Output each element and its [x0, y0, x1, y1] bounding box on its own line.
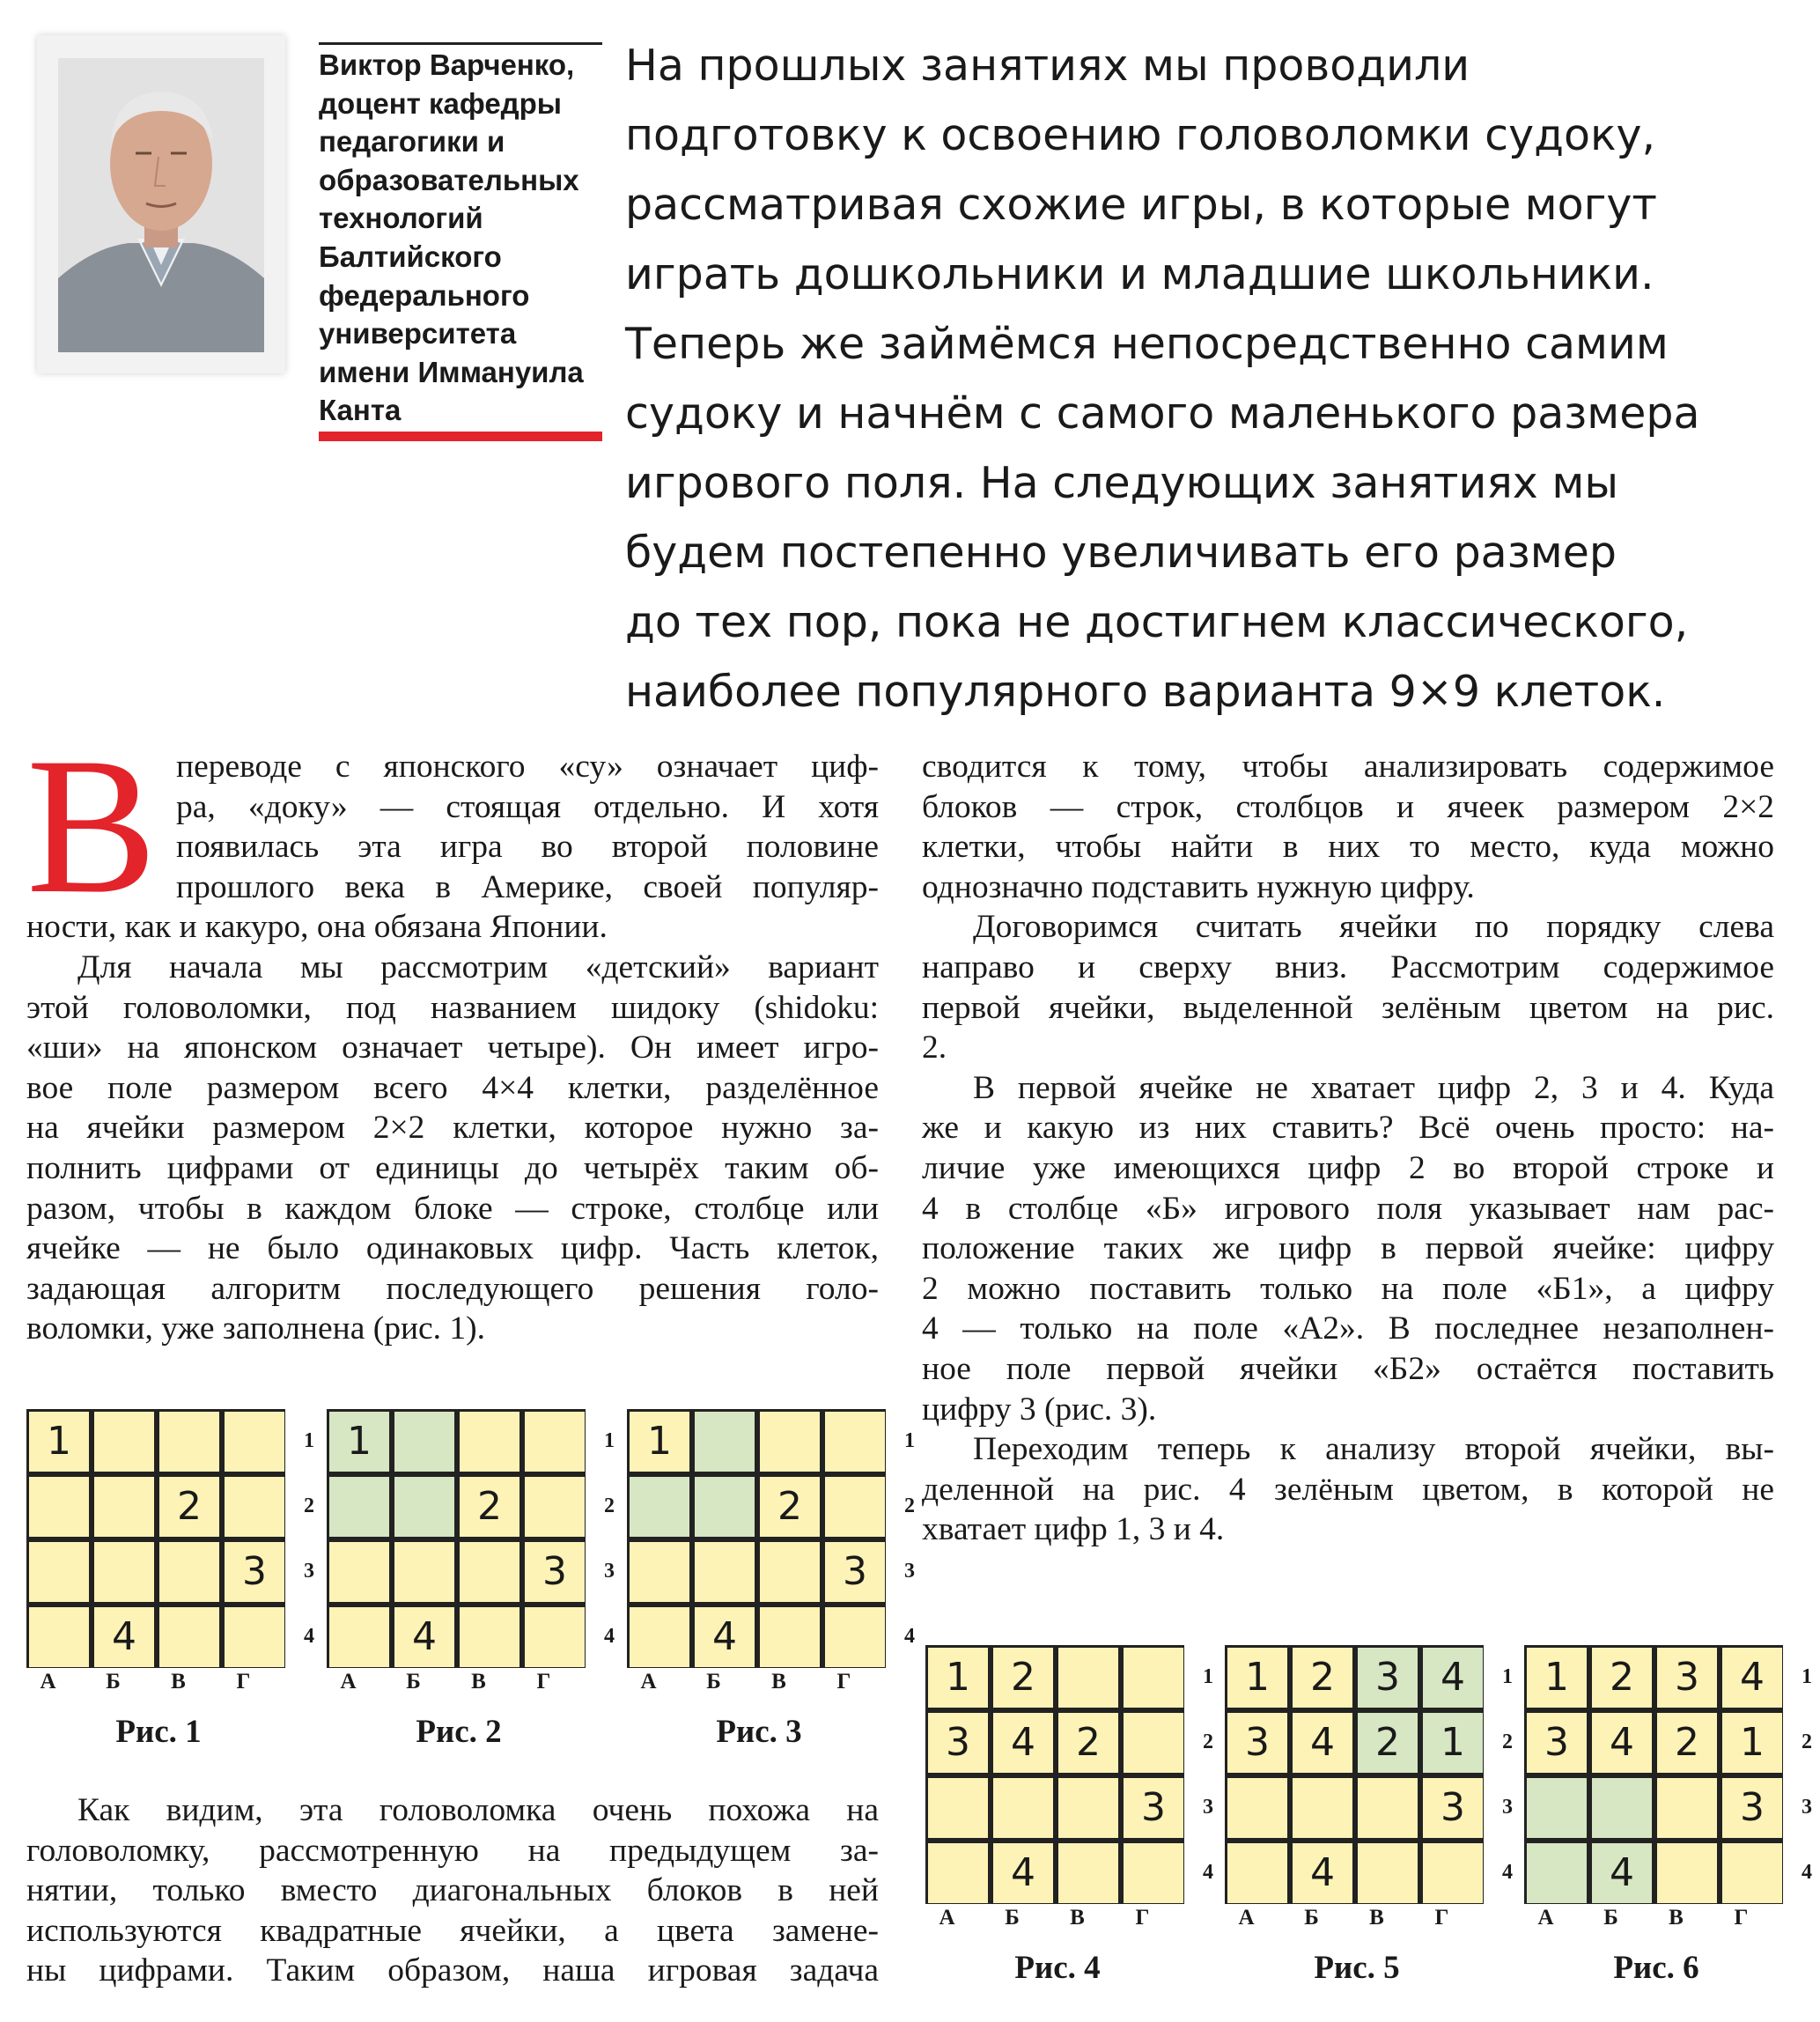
- author-byline-line: Балтийского: [319, 240, 502, 273]
- body-line: ны цифрами. Таким образом, наша игровая задача: [26, 1952, 879, 1989]
- body-line: первой ячейки, выделенной зелёным цветом на рис.: [922, 989, 1774, 1026]
- lead-line: подготовку к освоению головоломки судоку,: [625, 110, 1656, 160]
- sudoku-cell: [760, 1412, 820, 1472]
- sudoku-cell: 4: [1592, 1713, 1652, 1773]
- sudoku-cell: 3: [1124, 1778, 1183, 1838]
- sudoku-grid: [327, 1409, 586, 1668]
- body-line: задающая алгоритм последующего решения голо-: [26, 1270, 879, 1307]
- body-line: личие уже имеющихся цифр 2 во второй строке и: [922, 1149, 1774, 1186]
- row-label: 4: [304, 1625, 314, 1648]
- lead-line: до тех пор, пока не достигнем классического,: [625, 597, 1689, 647]
- column-label: А: [340, 1670, 357, 1694]
- author-byline-line: университета: [319, 317, 517, 351]
- row-label: 2: [1203, 1731, 1213, 1753]
- sudoku-cell: 3: [928, 1713, 988, 1773]
- sudoku-cell: [1058, 1843, 1118, 1903]
- sudoku-cell: 2: [1058, 1713, 1118, 1773]
- row-label: 4: [1802, 1861, 1812, 1884]
- sudoku-cell: [29, 1477, 89, 1537]
- sudoku-cell: 3: [1358, 1648, 1418, 1708]
- sudoku-cell: [1124, 1648, 1183, 1708]
- body-line: полнить цифрами от единицы до четырёх таким об-: [26, 1149, 879, 1186]
- author-byline-line: доцент кафедры: [319, 86, 562, 120]
- sudoku-cell: [760, 1542, 820, 1602]
- sudoku-cell: [928, 1843, 988, 1903]
- row-label: 3: [1802, 1796, 1812, 1819]
- body-line: Договоримся считать ячейки по порядку слева: [973, 909, 1774, 946]
- sudoku-cell: [460, 1542, 519, 1602]
- body-column-left: [26, 747, 879, 1349]
- sudoku-cell: 3: [525, 1542, 585, 1602]
- sudoku-cell: 4: [1293, 1843, 1352, 1903]
- sudoku-cell: [825, 1477, 885, 1537]
- body-line: же и какую из них ставить? Всё очень просто: на-: [922, 1110, 1774, 1147]
- sudoku-cell: [825, 1607, 885, 1667]
- sudoku-cell: [394, 1412, 454, 1472]
- lead-line: наиболее популярного варианта 9×9 клеток.: [625, 667, 1666, 717]
- sudoku-cell: [329, 1477, 389, 1537]
- figure-caption: Рис. 3: [716, 1714, 802, 1750]
- figure-caption: Рис. 6: [1613, 1950, 1699, 1986]
- author-byline-line: имени Иммануила: [319, 355, 584, 388]
- sudoku-cell: [225, 1412, 284, 1472]
- sudoku-cell: [525, 1412, 585, 1472]
- figure-caption: Рис. 2: [416, 1714, 502, 1750]
- sudoku-cell: 4: [1592, 1843, 1652, 1903]
- sudoku-cell: [1358, 1843, 1418, 1903]
- sudoku-cell: [1722, 1843, 1782, 1903]
- sudoku-cell: 2: [460, 1477, 519, 1537]
- row-label: 2: [904, 1494, 915, 1517]
- sudoku-cell: [394, 1542, 454, 1602]
- row-label: 1: [304, 1429, 314, 1452]
- body-line: воломки, уже заполнена (рис. 1).: [26, 1310, 486, 1347]
- sudoku-cell: [525, 1477, 585, 1537]
- author-byline-line: Канта: [319, 394, 402, 427]
- row-label: 2: [1502, 1731, 1513, 1753]
- sudoku-cell: 2: [1592, 1648, 1652, 1708]
- row-label: 1: [604, 1429, 615, 1452]
- row-label: 4: [1203, 1861, 1213, 1884]
- column-label: Б: [1304, 1906, 1319, 1930]
- body-line: ности, как и какуро, она обязана Японии.: [26, 909, 608, 946]
- sudoku-cell: [1227, 1843, 1287, 1903]
- column-label: Г: [836, 1670, 851, 1694]
- sudoku-cell: [1058, 1648, 1118, 1708]
- sudoku-cell: 1: [329, 1412, 389, 1472]
- body-line: сводится к тому, чтобы анализировать содержимое: [922, 749, 1774, 785]
- sudoku-cell: 3: [1657, 1648, 1717, 1708]
- row-label: 3: [904, 1560, 915, 1583]
- body-line: Переходим теперь к анализу второй ячейки, вы-: [973, 1431, 1774, 1468]
- author-photo: [58, 58, 264, 352]
- body-line: ячейке — не было одинаковых цифр. Часть клеток,: [26, 1230, 879, 1267]
- sudoku-cell: [1293, 1778, 1352, 1838]
- sudoku-cell: 3: [1227, 1713, 1287, 1773]
- body-column-left-bottom: [26, 1790, 879, 1991]
- sudoku-cell: [1124, 1713, 1183, 1773]
- column-label: Б: [106, 1670, 121, 1694]
- author-top-rule: [319, 42, 602, 45]
- column-label: Г: [536, 1670, 551, 1694]
- body-column-right: [922, 747, 1774, 1550]
- sudoku-cell: [394, 1477, 454, 1537]
- sudoku-cell: 2: [1657, 1713, 1717, 1773]
- sudoku-cell: [1592, 1778, 1652, 1838]
- sudoku-cell: 4: [1293, 1713, 1352, 1773]
- author-byline-line: образовательных: [319, 163, 579, 196]
- sudoku-cell: [159, 1542, 219, 1602]
- sudoku-cell: [993, 1778, 1053, 1838]
- body-line: этой головоломки, под названием шидоку (shidoku:: [26, 989, 879, 1026]
- body-line: на ячейки размером 2×2 клетки, которое нужно за-: [26, 1110, 879, 1147]
- sudoku-cell: [630, 1607, 689, 1667]
- sudoku-cell: [1358, 1778, 1418, 1838]
- row-label: 1: [904, 1429, 915, 1452]
- sudoku-cell: [630, 1542, 689, 1602]
- row-label: 3: [1203, 1796, 1213, 1819]
- column-label: В: [471, 1670, 486, 1694]
- sudoku-cell: 4: [993, 1843, 1053, 1903]
- body-line: блоков — строк, столбцов и ячеек размером 2×2: [922, 788, 1774, 825]
- body-line: 2.: [922, 1029, 947, 1066]
- body-line: хватает цифр 1, 3 и 4.: [922, 1511, 1225, 1548]
- row-label: 4: [904, 1625, 915, 1648]
- row-label: 1: [1802, 1665, 1812, 1688]
- sudoku-cell: [1657, 1778, 1717, 1838]
- row-label: 2: [304, 1494, 314, 1517]
- sudoku-cell: [225, 1477, 284, 1537]
- body-line: появилась эта игра во второй половине: [176, 829, 879, 866]
- sudoku-cell: [94, 1412, 154, 1472]
- body-line: разом, чтобы в каждом блоке — строке, столбце или: [26, 1190, 879, 1227]
- sudoku-cell: 2: [993, 1648, 1053, 1708]
- sudoku-cell: [1124, 1843, 1183, 1903]
- column-label: Г: [236, 1670, 251, 1694]
- column-label: Г: [1135, 1906, 1150, 1930]
- sudoku-cell: [825, 1412, 885, 1472]
- sudoku-cell: 4: [94, 1607, 154, 1667]
- column-label: В: [1070, 1906, 1085, 1930]
- author-byline: [319, 46, 609, 430]
- row-label: 3: [1502, 1796, 1513, 1819]
- lead-line: игрового поля. На следующих занятиях мы: [625, 458, 1619, 508]
- sudoku-cell: [630, 1477, 689, 1537]
- column-label: А: [939, 1906, 955, 1930]
- sudoku-cell: [329, 1607, 389, 1667]
- author-bottom-rule: [319, 432, 602, 441]
- lead-line: Теперь же займёмся непосредственно самим: [625, 319, 1669, 369]
- sudoku-grid: [1524, 1645, 1783, 1904]
- sudoku-cell: [29, 1607, 89, 1667]
- sudoku-cell: [1058, 1778, 1118, 1838]
- author-byline-line: Виктор Варченко,: [319, 48, 575, 81]
- sudoku-cell: 4: [695, 1607, 755, 1667]
- sudoku-cell: 4: [1423, 1648, 1483, 1708]
- lead-line: играть дошкольники и младшие школьники.: [625, 249, 1654, 299]
- sudoku-cell: 1: [1227, 1648, 1287, 1708]
- row-label: 2: [1802, 1731, 1812, 1753]
- sudoku-cell: 1: [1527, 1648, 1587, 1708]
- sudoku-cell: 1: [1722, 1713, 1782, 1773]
- sudoku-grid: [627, 1409, 886, 1668]
- body-line: вое поле размером всего 4×4 клетки, разделённое: [26, 1069, 879, 1106]
- body-line: нятии, только вместо диагональных блоков в ней: [26, 1872, 879, 1909]
- sudoku-cell: [94, 1477, 154, 1537]
- body-line: Для начала мы рассмотрим «детский» вариант: [77, 948, 879, 985]
- body-line: 2 можно поставить только на поле «Б1», а цифру: [922, 1270, 1774, 1307]
- sudoku-cell: [695, 1477, 755, 1537]
- figure-caption: Рис. 4: [1014, 1950, 1101, 1986]
- body-line: прошлого века в Америке, своей популяр-: [176, 868, 879, 905]
- sudoku-cell: [1227, 1778, 1287, 1838]
- sudoku-grid: [26, 1409, 285, 1668]
- lead-line: рассматривая схожие игры, в которые могут: [625, 180, 1657, 230]
- row-label: 1: [1203, 1665, 1213, 1688]
- body-line: ра, «доку» — стоящая отдельно. И хотя: [176, 788, 879, 825]
- sudoku-cell: 3: [225, 1542, 284, 1602]
- lead-line: судоку и начнём с самого маленького размера: [625, 388, 1700, 439]
- author-portrait-image: [58, 58, 264, 352]
- row-label: 3: [304, 1560, 314, 1583]
- body-line: однозначно подставить нужную цифру.: [922, 868, 1475, 905]
- body-line: положение таких же цифр в первой ячейке: цифру: [922, 1230, 1774, 1267]
- column-label: А: [1537, 1906, 1554, 1930]
- column-label: А: [640, 1670, 657, 1694]
- sudoku-cell: [460, 1412, 519, 1472]
- sudoku-grid: [1225, 1645, 1484, 1904]
- body-line: 4 в столбце «Б» игрового поля указывает нам рас-: [922, 1190, 1774, 1227]
- body-line: головоломку, рассмотренную на предыдущем за-: [26, 1832, 879, 1869]
- body-line: направо и сверху вниз. Рассмотрим содержимое: [922, 948, 1774, 985]
- column-label: Б: [1005, 1906, 1020, 1930]
- body-line: 4 — только на поле «А2». В последнее незаполнен-: [922, 1310, 1774, 1347]
- column-label: Б: [706, 1670, 721, 1694]
- body-line: клетки, чтобы найти в них то место, куда можно: [922, 829, 1774, 866]
- sudoku-cell: [760, 1607, 820, 1667]
- sudoku-cell: [460, 1607, 519, 1667]
- column-label: В: [1369, 1906, 1384, 1930]
- sudoku-cell: [159, 1412, 219, 1472]
- body-line: ное поле первой ячейки «Б2» остаётся поставить: [922, 1350, 1774, 1387]
- body-line: «ши» на японском означает четыре). Он имеет игро-: [26, 1029, 879, 1066]
- sudoku-cell: 2: [1358, 1713, 1418, 1773]
- row-label: 2: [604, 1494, 615, 1517]
- sudoku-cell: [695, 1542, 755, 1602]
- row-label: 3: [604, 1560, 615, 1583]
- figure-caption: Рис. 5: [1314, 1950, 1400, 1986]
- sudoku-cell: 3: [825, 1542, 885, 1602]
- lead-line: На прошлых занятиях мы проводили: [625, 41, 1470, 91]
- body-line: цифру 3 (рис. 3).: [922, 1391, 1157, 1428]
- sudoku-cell: 1: [1423, 1713, 1483, 1773]
- column-label: Г: [1734, 1906, 1749, 1930]
- body-line: В первой ячейке не хватает цифр 2, 3 и 4. Куда: [973, 1069, 1774, 1106]
- sudoku-cell: 3: [1527, 1713, 1587, 1773]
- body-line: Как видим, эта головоломка очень похожа на: [77, 1792, 879, 1828]
- lead-paragraph: [625, 31, 1796, 727]
- column-label: А: [40, 1670, 56, 1694]
- body-line: деленной на рис. 4 зелёным цветом, в которой не: [922, 1471, 1774, 1508]
- author-byline-line: федерального: [319, 278, 530, 312]
- column-label: А: [1238, 1906, 1255, 1930]
- author-byline-line: технологий: [319, 202, 483, 235]
- figure-caption: Рис. 1: [115, 1714, 202, 1750]
- sudoku-cell: 1: [630, 1412, 689, 1472]
- sudoku-cell: 1: [928, 1648, 988, 1708]
- lead-line: будем постепенно увеличивать его размер: [625, 528, 1617, 578]
- sudoku-cell: 2: [760, 1477, 820, 1537]
- sudoku-cell: 2: [1293, 1648, 1352, 1708]
- sudoku-cell: [225, 1607, 284, 1667]
- sudoku-cell: 4: [993, 1713, 1053, 1773]
- body-line: используются квадратные ячейки, а цвета замене-: [26, 1912, 879, 1949]
- row-label: 4: [1502, 1861, 1513, 1884]
- sudoku-cell: [94, 1542, 154, 1602]
- sudoku-grid: [925, 1645, 1184, 1904]
- column-label: В: [771, 1670, 786, 1694]
- column-label: Б: [406, 1670, 421, 1694]
- sudoku-cell: 1: [29, 1412, 89, 1472]
- sudoku-cell: 4: [1722, 1648, 1782, 1708]
- sudoku-cell: [525, 1607, 585, 1667]
- body-line: переводе с японского «су» означает циф-: [176, 749, 879, 785]
- sudoku-cell: [1527, 1778, 1587, 1838]
- sudoku-cell: 3: [1423, 1778, 1483, 1838]
- column-label: Г: [1434, 1906, 1449, 1930]
- column-label: В: [1669, 1906, 1684, 1930]
- sudoku-cell: 4: [394, 1607, 454, 1667]
- row-label: 1: [1502, 1665, 1513, 1688]
- sudoku-cell: [329, 1542, 389, 1602]
- sudoku-cell: [695, 1412, 755, 1472]
- sudoku-cell: [1527, 1843, 1587, 1903]
- column-label: Б: [1603, 1906, 1618, 1930]
- sudoku-cell: 3: [1722, 1778, 1782, 1838]
- sudoku-cell: [29, 1542, 89, 1602]
- author-byline-line: педагогики и: [319, 125, 505, 159]
- sudoku-cell: 2: [159, 1477, 219, 1537]
- drop-cap: В: [26, 718, 158, 934]
- sudoku-cell: [159, 1607, 219, 1667]
- sudoku-cell: [1423, 1843, 1483, 1903]
- column-label: В: [171, 1670, 186, 1694]
- sudoku-cell: [1657, 1843, 1717, 1903]
- row-label: 4: [604, 1625, 615, 1648]
- sudoku-cell: [928, 1778, 988, 1838]
